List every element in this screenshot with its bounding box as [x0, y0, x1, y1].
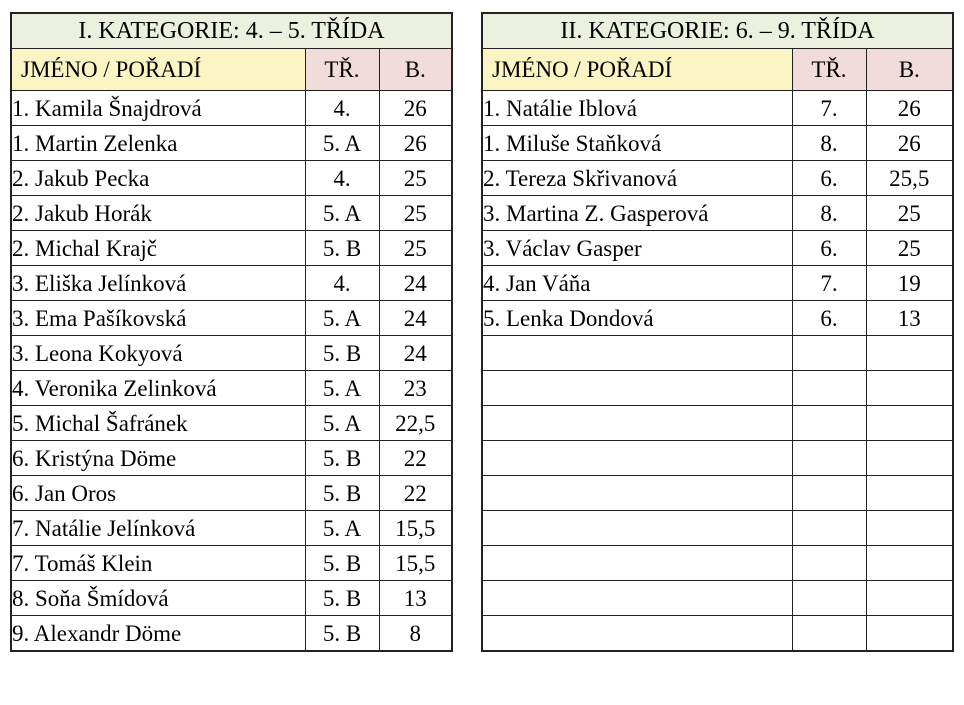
row-class: 5. B: [305, 616, 379, 652]
row-class: 5. A: [305, 301, 379, 336]
row-class: [792, 336, 866, 371]
row-name: 5. Lenka Dondová: [482, 301, 792, 336]
row-name: 3. Eliška Jelínková: [11, 266, 305, 301]
row-class: 5. A: [305, 511, 379, 546]
row-class: 5. B: [305, 476, 379, 511]
category-1-title: I. KATEGORIE: 4. – 5. TŘÍDA: [11, 13, 452, 49]
row-name: [482, 616, 792, 652]
row-name: 2. Jakub Horák: [11, 196, 305, 231]
row-points: 25,5: [866, 161, 953, 196]
row-name: [482, 476, 792, 511]
row-name: [482, 581, 792, 616]
row-points: 25: [866, 196, 953, 231]
row-points: 26: [379, 126, 452, 161]
category-1-table: [10, 12, 453, 652]
row-points: [866, 511, 953, 546]
row-class: 5. B: [305, 441, 379, 476]
row-name: 7. Natálie Jelínková: [11, 511, 305, 546]
row-class: 4.: [305, 161, 379, 196]
table-row: [11, 231, 452, 266]
row-class: 7.: [792, 266, 866, 301]
row-name: 4. Veronika Zelinková: [11, 371, 305, 406]
row-name: [482, 441, 792, 476]
row-class: 8.: [792, 196, 866, 231]
row-name: 1. Miluše Staňková: [482, 126, 792, 161]
row-name: 5. Michal Šafránek: [11, 406, 305, 441]
table-row: [482, 301, 953, 336]
row-class: 5. B: [305, 546, 379, 581]
table-row: [482, 231, 953, 266]
row-name: 2. Michal Krajč: [11, 231, 305, 266]
category-2-title: II. KATEGORIE: 6. – 9. TŘÍDA: [482, 13, 953, 49]
table-row: [482, 441, 953, 476]
row-points: 26: [379, 91, 452, 126]
table-row: [11, 336, 452, 371]
row-points: 19: [866, 266, 953, 301]
row-points: 24: [379, 301, 452, 336]
row-class: 8.: [792, 126, 866, 161]
table-row: [11, 161, 452, 196]
row-points: 25: [379, 196, 452, 231]
header-points: B.: [866, 49, 953, 91]
row-name: 4. Jan Váňa: [482, 266, 792, 301]
row-name: 6. Jan Oros: [11, 476, 305, 511]
row-points: [866, 546, 953, 581]
row-name: 2. Jakub Pecka: [11, 161, 305, 196]
row-points: [866, 441, 953, 476]
row-class: [792, 546, 866, 581]
table-row: [11, 301, 452, 336]
row-class: [792, 441, 866, 476]
row-name: 6. Kristýna Döme: [11, 441, 305, 476]
table-row: [482, 91, 953, 126]
row-points: 25: [866, 231, 953, 266]
header-class: TŘ.: [305, 49, 379, 91]
row-name: 3. Václav Gasper: [482, 231, 792, 266]
row-name: 7. Tomáš Klein: [11, 546, 305, 581]
row-class: 4.: [305, 91, 379, 126]
header-class: TŘ.: [792, 49, 866, 91]
row-points: [866, 371, 953, 406]
table-row: [11, 546, 452, 581]
row-class: [792, 511, 866, 546]
row-class: [792, 406, 866, 441]
table-row: [482, 161, 953, 196]
table-row: [11, 266, 452, 301]
row-name: [482, 336, 792, 371]
row-name: 3. Martina Z. Gasperová: [482, 196, 792, 231]
table-row: [482, 406, 953, 441]
row-points: [866, 336, 953, 371]
row-class: 5. A: [305, 406, 379, 441]
row-points: 22: [379, 441, 452, 476]
row-points: 24: [379, 336, 452, 371]
row-name: 3. Ema Pašíkovská: [11, 301, 305, 336]
header-name: JMÉNO / POŘADÍ: [482, 49, 792, 91]
row-points: 23: [379, 371, 452, 406]
row-class: [792, 581, 866, 616]
row-points: 24: [379, 266, 452, 301]
table-row: [482, 546, 953, 581]
row-name: [482, 371, 792, 406]
row-name: 3. Leona Kokyová: [11, 336, 305, 371]
row-class: 5. A: [305, 196, 379, 231]
row-points: 26: [866, 91, 953, 126]
row-class: 5. A: [305, 126, 379, 161]
category-1-rows: [11, 91, 452, 652]
row-points: 22,5: [379, 406, 452, 441]
row-class: 5. B: [305, 581, 379, 616]
table-row: [11, 406, 452, 441]
row-points: [866, 616, 953, 652]
row-points: 22: [379, 476, 452, 511]
table-row: [482, 336, 953, 371]
table-row: [11, 371, 452, 406]
row-class: 4.: [305, 266, 379, 301]
table-row: [482, 581, 953, 616]
row-name: [482, 546, 792, 581]
row-class: 6.: [792, 301, 866, 336]
table-row: [482, 371, 953, 406]
header-points: B.: [379, 49, 452, 91]
table-row: [11, 91, 452, 126]
row-class: 5. B: [305, 336, 379, 371]
row-points: 15,5: [379, 546, 452, 581]
row-points: [866, 581, 953, 616]
row-name: [482, 406, 792, 441]
table-row: [482, 616, 953, 652]
row-class: 5. B: [305, 231, 379, 266]
row-class: 6.: [792, 161, 866, 196]
row-class: 7.: [792, 91, 866, 126]
row-points: 25: [379, 161, 452, 196]
category-2-rows: [482, 91, 953, 652]
table-row: [11, 126, 452, 161]
row-points: 13: [866, 301, 953, 336]
row-points: [866, 406, 953, 441]
table-row: [482, 196, 953, 231]
row-name: 9. Alexandr Döme: [11, 616, 305, 652]
table-row: [11, 441, 452, 476]
row-name: 1. Martin Zelenka: [11, 126, 305, 161]
table-row: [11, 581, 452, 616]
row-name: [482, 511, 792, 546]
row-points: 26: [866, 126, 953, 161]
row-class: [792, 616, 866, 652]
table-row: [482, 511, 953, 546]
table-row: [11, 476, 452, 511]
header-name: JMÉNO / POŘADÍ: [11, 49, 305, 91]
table-row: [482, 476, 953, 511]
table-row: [482, 266, 953, 301]
row-class: 5. A: [305, 371, 379, 406]
row-points: 13: [379, 581, 452, 616]
table-row: [482, 126, 953, 161]
row-points: 15,5: [379, 511, 452, 546]
category-2-table: [481, 12, 954, 652]
table-row: [11, 511, 452, 546]
row-name: 1. Natálie Iblová: [482, 91, 792, 126]
table-row: [11, 616, 452, 652]
row-name: 8. Soňa Šmídová: [11, 581, 305, 616]
row-class: 6.: [792, 231, 866, 266]
row-class: [792, 371, 866, 406]
row-points: 25: [379, 231, 452, 266]
row-class: [792, 476, 866, 511]
row-points: [866, 476, 953, 511]
row-name: 2. Tereza Skřivanová: [482, 161, 792, 196]
row-points: 8: [379, 616, 452, 652]
table-row: [11, 196, 452, 231]
row-name: 1. Kamila Šnajdrová: [11, 91, 305, 126]
